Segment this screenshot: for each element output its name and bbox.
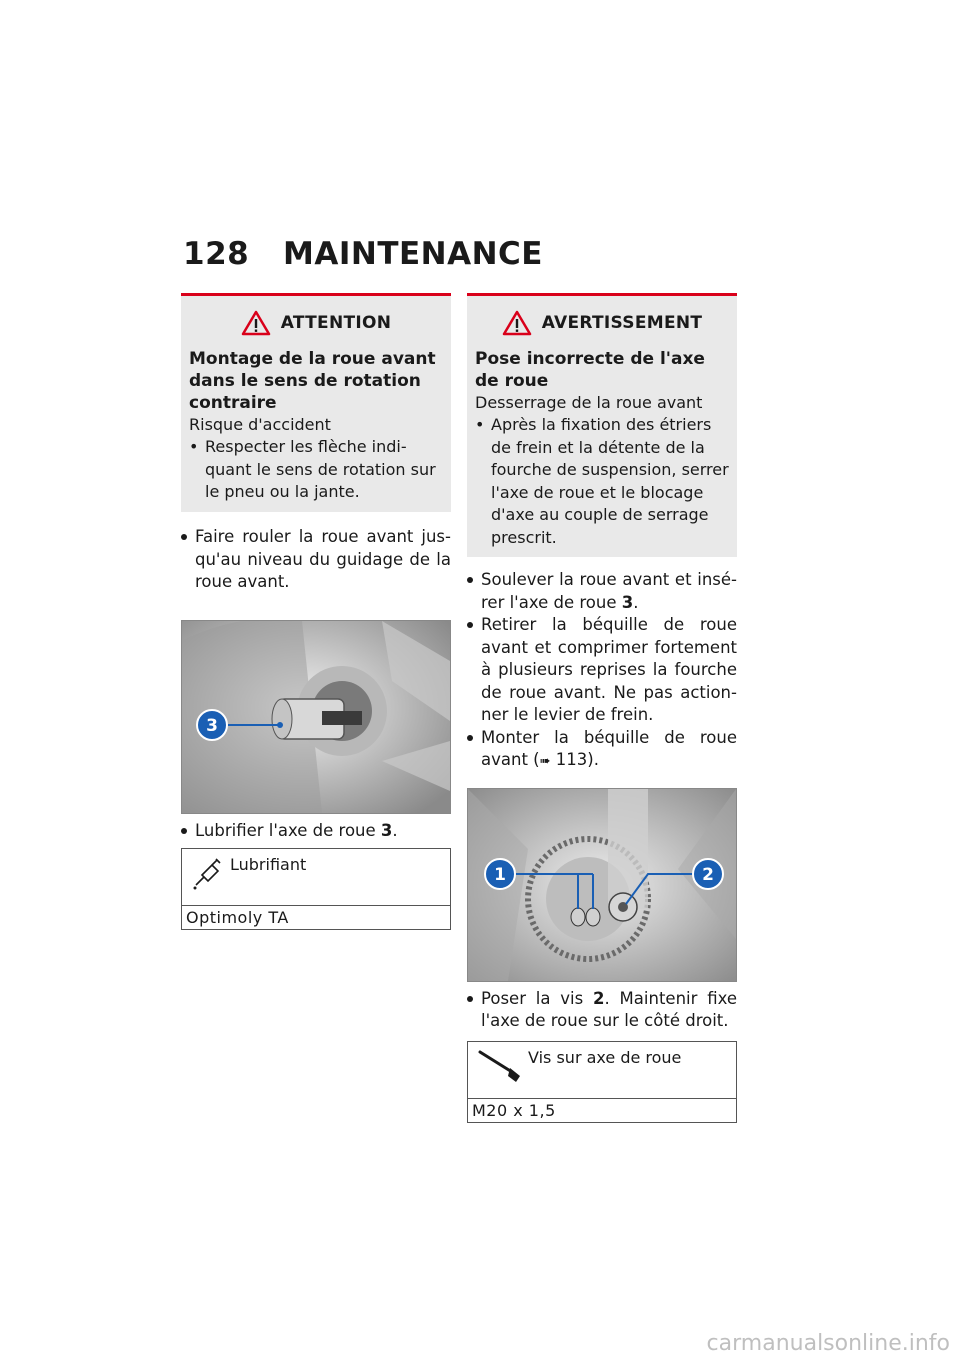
notice-subtitle: Montage de la roue avant dans le sens de rotation contraire	[189, 349, 436, 413]
spec-value: Optimoly TA	[186, 908, 289, 927]
step-item: Monter la béquille de roue avant (➠ 113).	[467, 727, 737, 774]
screw-spec-box	[467, 1041, 737, 1123]
page-ref[interactable]: 113	[555, 750, 588, 769]
step-item: Faire rouler la roue avant jusqu'au niveau du guidage de la roue avant.	[181, 526, 451, 594]
spec-value: M20 x 1,5	[472, 1100, 556, 1120]
step-item: Retirer la béquille de roue avant et comprimer fortement à plusieurs reprises la fourche de roue avant. Ne pas actionner le levier de frein.	[467, 614, 737, 727]
callout-2: 2	[702, 864, 714, 885]
lubricant-spec-box	[181, 848, 451, 930]
step-item: Lubrifier l'axe de roue 3.	[181, 820, 451, 843]
page-number: 128	[183, 236, 250, 272]
notice-risk: Desserrage de la roue avant	[475, 393, 703, 412]
spec-label: Vis sur axe de roue	[528, 1047, 682, 1067]
step-item: Poser la vis 2. Maintenir fixe l'axe de roue sur le côté droit.	[467, 988, 737, 1033]
notice-title: AVERTISSEMENT	[541, 313, 703, 333]
warning-triangle-icon	[502, 310, 532, 336]
attention-notice	[181, 293, 451, 512]
notice-item: • Après la fixation des étriers de frein et la détente de la fourche de suspension, serrer l'axe de roue et le blocage d'axe au couple de serrage prescrit.	[475, 414, 729, 549]
watermark: carmanualsonline.info	[706, 1331, 950, 1356]
notice-list	[475, 414, 729, 549]
steps-list	[181, 526, 451, 594]
notice-list	[189, 436, 443, 504]
wrench-icon	[476, 1048, 524, 1084]
steps-list	[467, 988, 737, 1033]
front-axle-photo	[181, 620, 451, 814]
notice-risk: Risque d'accident	[189, 415, 331, 434]
spec-label: Lubrifiant	[230, 855, 307, 874]
warning-triangle-icon	[241, 310, 271, 336]
steps-list	[181, 820, 451, 843]
callout-3: 3	[206, 715, 218, 736]
step-item: Soulever la roue avant et insérer l'axe de roue 3.	[467, 569, 737, 614]
axle-screw-photo	[467, 788, 737, 982]
section-title: MAINTENANCE	[283, 236, 543, 272]
notice-subtitle: Pose incorrecte de l'axe de roue	[475, 349, 705, 391]
right-column	[467, 293, 737, 1123]
lubricant-icon	[190, 855, 226, 891]
notice-item: • Respecter les flèche indiquant le sens de rotation sur le pneu ou la jante.	[189, 436, 443, 504]
warning-notice	[467, 293, 737, 557]
notice-title: ATTENTION	[280, 313, 392, 333]
left-column	[181, 293, 451, 930]
page-ref-arrow-icon: ➠	[539, 754, 551, 769]
page-header	[183, 236, 543, 272]
steps-list	[467, 569, 737, 774]
callout-1: 1	[494, 864, 506, 885]
